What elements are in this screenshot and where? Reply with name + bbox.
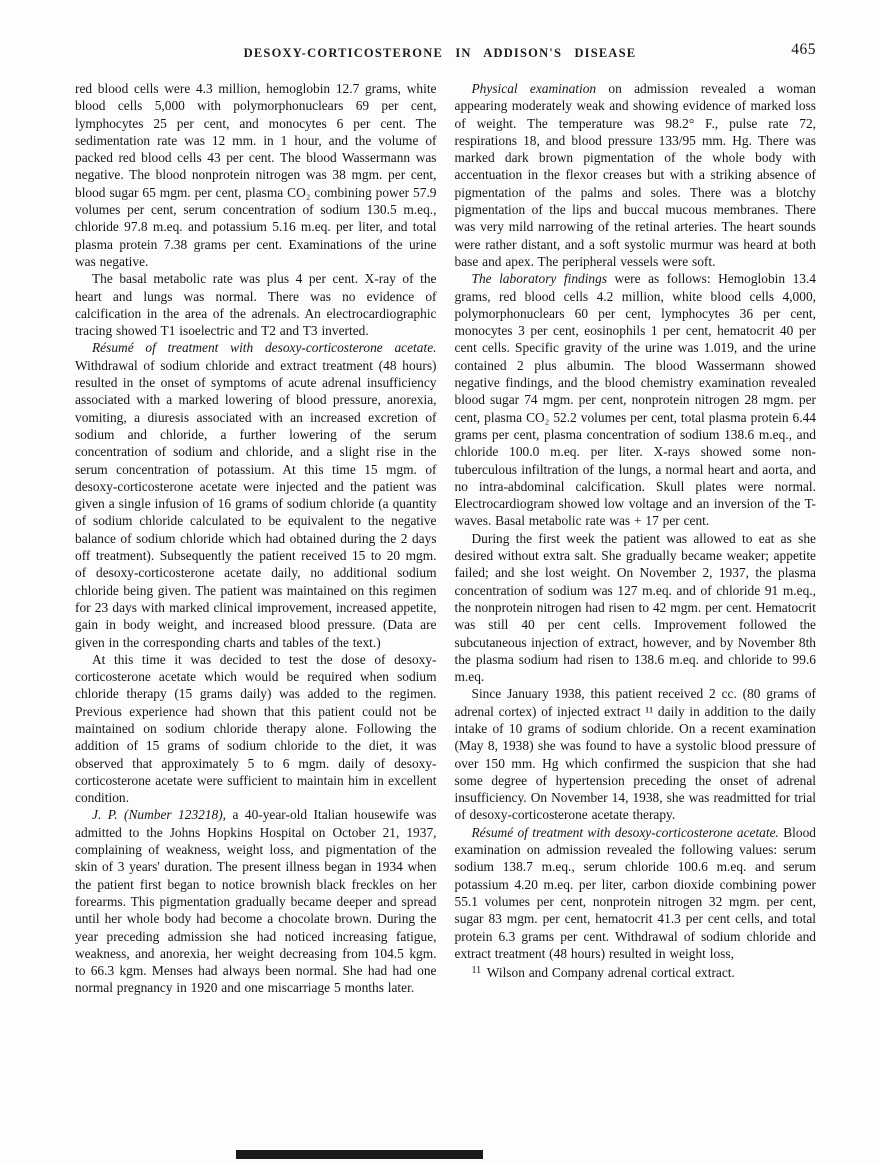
paragraph: At this time it was decided to test the dose of desoxy-corticosterone acetate which would be required when sodium chloride therapy (15 grams daily) was added to the regimen. Previous experience had shown that this patient could not be maintained on sodium chloride therapy alone. Following the addition of 15 grams of sodium chloride to the diet, it was observed that approximately 5 to 6 mgm. daily of desoxy-corticosterone acetate were sufficient to maintain him in excellent condition. — [75, 651, 437, 806]
footnote-marker: 11 — [471, 965, 482, 977]
paragraph: The basal metabolic rate was plus 4 per cent. X-ray of the heart and lungs was normal. There was no evidence of calcification in the area of the adrenals. An electrocardiographic tracing showed T1 isoelectric and T2 and T3 inverted. — [75, 271, 437, 339]
page-number: 465 — [791, 41, 816, 58]
footnote: $^{11}$ Wilson and Company adrenal cortical extract. — [471, 965, 735, 981]
running-title: DESOXY-CORTICOSTERONE IN ADDISON'S DISEASE — [243, 46, 637, 60]
italic-lead: The laboratory findings — [471, 271, 608, 287]
italic-lead: Physical examination — [471, 81, 597, 96]
right-column — [455, 80, 817, 997]
paragraph: red blood cells were 4.3 million, hemoglobin 12.7 grams, white blood cells 5,000 with polymorphonuclears 69 per cent, lymphocytes 25 per cent, and monocytes 6 per cent. The sedimentation rate was 12 mm. in 1 hour, and the volume of packed red blood cells 43 per cent. The blood Wassermann was negative. The blood nonprotein nitrogen was 38 mgm. per cent, blood sugar 65 mgm. per cent, plasma CO₂ combining power 57.9 volumes per cent, serum concentration of sodium 130.5 m.eq., chloride 97.8 m.eq. and potassium 5.16 m.eq. per liter, and total plasma protein 7.38 grams per cent. Examinations of the urine was negative. — [75, 81, 437, 269]
running-head — [0, 41, 880, 62]
left-column — [75, 80, 437, 997]
paragraph: During the first week the patient was allowed to eat as she desired without extra salt. She gradually became weaker; appetite failed; and she lost weight. On November 2, 1937, the plasma concentration of sodium was 127 m.eq. and of chloride 91 m.eq., the nonprotein nitrogen had risen to 42 mgm. per cent. Hematocrit was still 40 per cent cells. Improvement followed the subcutaneous injection of extract, however, and by November 8th the plasma sodium had risen to 138.6 m.eq. and chloride to 99.6 m.eq. — [454, 530, 816, 685]
italic-lead: J. P. (Number 123218), — [92, 807, 227, 823]
scan-artifact-bar — [236, 1150, 483, 1159]
paragraph: Since January 1938, this patient received 2 cc. (80 grams of adrenal cortex) of injected extract ¹¹ daily in addition to the daily intake of 10 grams of sodium chloride. On a recent examination (May 8, 1938) she was found to have a systolic blood pressure of over 150 mm. Hg which confirmed the suspicion that she had some degree of hypertension preceding the onset of adrenal insufficiency. On November 14, 1938, she was readmitted for trial of desoxy-corticosterone acetate therapy. — [454, 686, 816, 823]
text-columns — [75, 80, 816, 997]
italic-lead: Résumé of treatment with desoxy-corticosterone acetate. — [471, 824, 779, 840]
paragraph: J. P. (Number 123218), a 40-year-old Italian housewife was admitted to the Johns Hopkins Hospital on October 21, 1937, complaining of weakness, weight loss, and pigmentation of the skin of 3 years' duration. The present illness began in 1934 when the patient first began to notice brownish black freckles on her forearms. This pigmentation gradually became deeper and spread until her whole body had become a chocolate brown. During the year preceding admission she had noticed increasing fatigue, weakness, and anorexia, her weight decreasing from 104.5 kgm. to 66.3 kgm. Menses had always been normal. She had had one normal pregnancy in 1920 and one miscarriage 5 months later. — [75, 807, 437, 996]
italic-lead: Résumé of treatment with desoxy-corticosterone acetate. — [92, 340, 437, 356]
paragraph: Physical examination on admission revealed a woman appearing moderately weak and showing evidence of marked loss of weight. The temperature was 98.2° F., pulse rate 72, respirations 18, and blood pressure 133/95 mm. Hg. There was marked dark brown pigmentation of the whole body with accentuation in the flexor creases but with a striking absence of pigmentation of the palms and soles. There was a blotchy pigmentation of the lips and buccal mucous membranes. There was very mild narrowing of the retinal arteries. The heart sounds were rather distant, and a soft systolic murmur was heard at both base and apex. The peripheral vessels were soft. — [454, 81, 816, 269]
paragraph: Résumé of treatment with desoxy-corticosterone acetate. Blood examination on admission revealed the following values: serum sodium 138.7 m.eq., serum chloride 100.6 m.eq. and serum potassium 4.20 m.eq. per liter, carbon dioxide combining power 55.1 volumes per cent, nonprotein nitrogen 32 mgm. per cent, sugar 83 mgm. per cent, hematocrit 41.3 per cent cells, and total protein 6.3 grams per cent. Withdrawal of sodium chloride and extract treatment (48 hours) resulted in weight loss, — [454, 824, 816, 961]
paragraph: Résumé of treatment with desoxy-corticosterone acetate. Withdrawal of sodium chloride and extract treatment (48 hours) resulted in the onset of symptoms of acute adrenal insufficiency associated with a marked lowering of blood pressure, anorexia, vomiting, a diuresis associated with an increased excretion of sodium and chloride, a further lowering of the serum concentration of sodium and chloride, and a slight rise in the serum concentration of potassium. At this time 15 mgm. of desoxy-corticosterone acetate were injected and the patient was given a single infusion of 16 grams of sodium chloride (a quantity of sodium chloride calculated to be equivalent to the negative balance of sodium chloride which had obtained during the 2 days off treatment). Subsequently the patient received 15 to 20 mgm. of desoxy-corticosterone acetate daily, no additional sodium chloride being given. The patient was maintained on this regimen for 23 days with marked clinical improvement, increased appetite, gain in body weight, and increased blood pressure. (Data are given in the corresponding charts and tables of the text.) — [75, 340, 437, 650]
paragraph: The laboratory findings were as follows: Hemoglobin 13.4 grams, red blood cells 4.2 million, white blood cells 4,000, polymorphonuclears 60 per cent, lymphocytes 36 per cent, monocytes 3 per cent, eosinophils 1 per cent, hematocrit 40 per cent cells. Specific gravity of the urine was 1.019, and the urine contained 2 plus albumin. The blood Wassermann showed negative findings, and the blood chemistry examination revealed blood sugar 74 mgm. per cent, nonprotein nitrogen 28 mgm. per cent, plasma CO₂ 52.2 volumes per cent, total plasma protein 6.44 grams per cent, plasma concentration of sodium 138.6 m.eq., and chloride 100.0 m.eq. per liter. X-rays showed some non-tuberculous infiltration of the lungs, a normal heart and aorta, and no intra-abdominal calcification. Skull plates were normal. Electrocardiogram showed low voltage and an inversion of the T-waves. Basal metabolic rate was + 17 per cent. — [454, 271, 816, 529]
